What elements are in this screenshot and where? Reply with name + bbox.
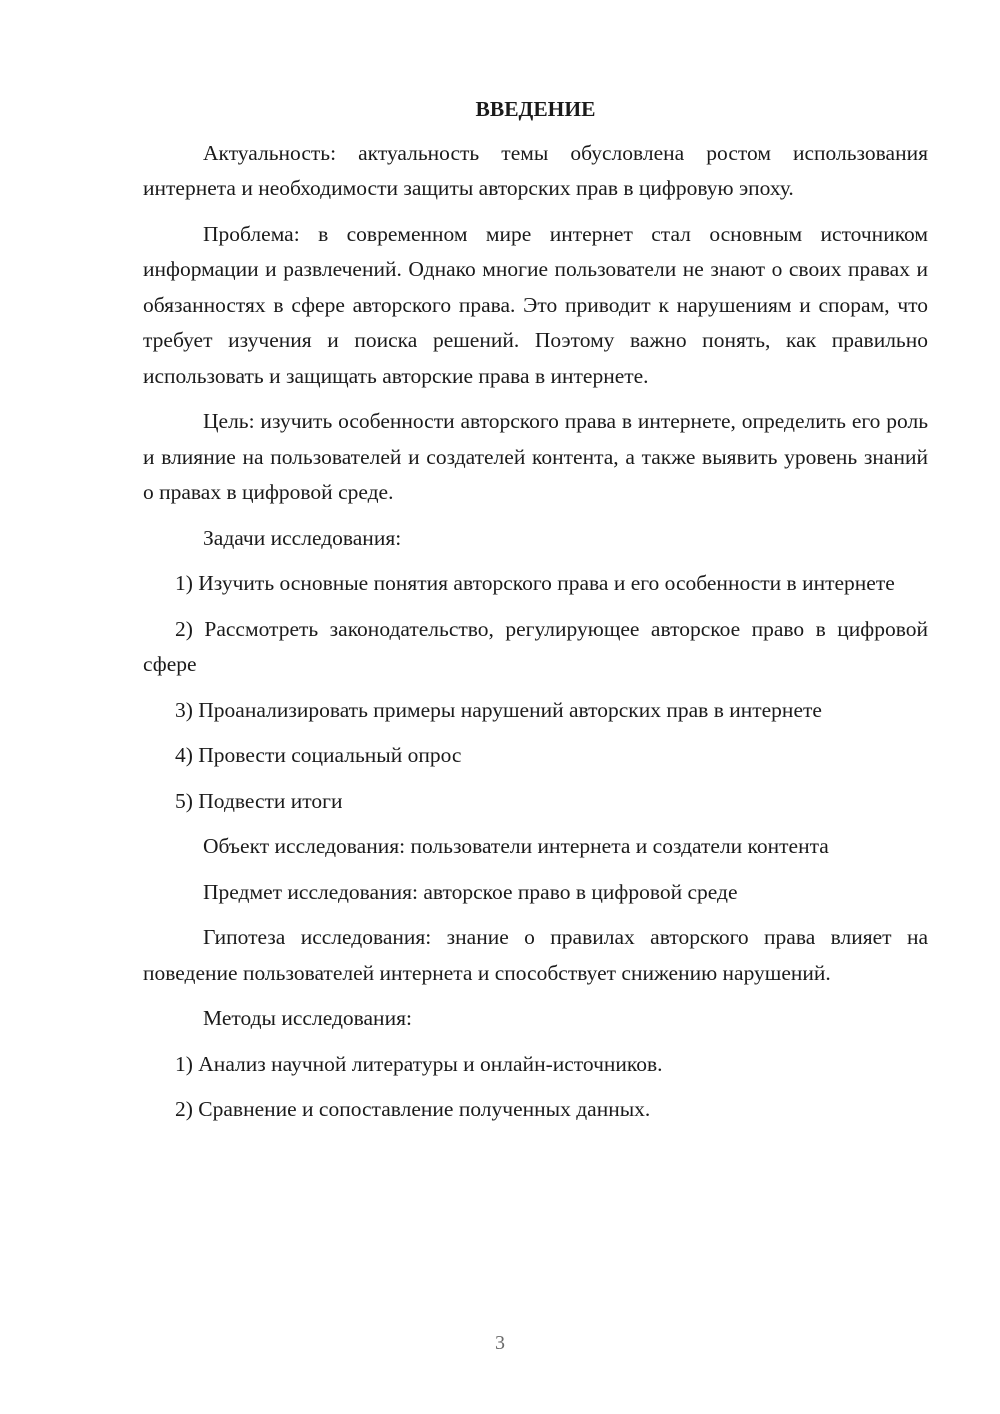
task-item-4: 4) Провести социальный опрос xyxy=(175,743,462,767)
paragraph-hypothesis: Гипотеза исследования: знание о правилах авторского права влияет на поведение пользователей интернета и способствует снижению нарушений. xyxy=(143,925,928,985)
task-item-2: 2) Рассмотреть законодательство, регулирующее авторское право в цифровой сфере xyxy=(143,616,928,676)
page-number: 3 xyxy=(495,1332,505,1354)
document-page xyxy=(143,92,928,1138)
paragraph-problem: Проблема: в современном мире интернет стал основным источником информации и развлечений. Однако многие пользователи не знают о своих правах и обязанностях в сфере авторского права. Это приводит к нарушениям и спорам, что требует изучения и поиска решений. Поэтому важно понять, как правильно использовать и защищать авторские права в интернете. xyxy=(143,221,928,388)
paragraph-subject: Предмет исследования: авторское право в цифровой среде xyxy=(203,879,738,904)
task-item-5: 5) Подвести итоги xyxy=(175,788,343,813)
methods-title: Методы исследования: xyxy=(203,1006,412,1030)
task-item-3: 3) Проанализировать примеры нарушений авторских прав в интернете xyxy=(175,697,822,722)
tasks-title: Задачи исследования: xyxy=(203,525,402,550)
method-item-1: 1) Анализ научной литературы и онлайн-источников. xyxy=(175,1051,663,1076)
paragraph-goal: Цель: изучить особенности авторского права в интернете, определить его роль и влияние на пользователей и создателей контента, а также выявить уровень знаний о правах в цифровой среде. xyxy=(143,409,928,504)
paragraph-relevance: Актуальность: актуальность темы обусловлена ростом использования интернета и необходимости защиты авторских прав в цифровую эпоху. xyxy=(143,140,928,200)
section-heading: ВВЕДЕНИЕ xyxy=(475,97,596,121)
method-item-2: 2) Сравнение и сопоставление полученных данных. xyxy=(175,1097,651,1121)
paragraph-object: Объект исследования: пользователи интернета и создатели контента xyxy=(203,834,829,858)
task-item-1: 1) Изучить основные понятия авторского права и его особенности в интернете xyxy=(175,571,895,595)
